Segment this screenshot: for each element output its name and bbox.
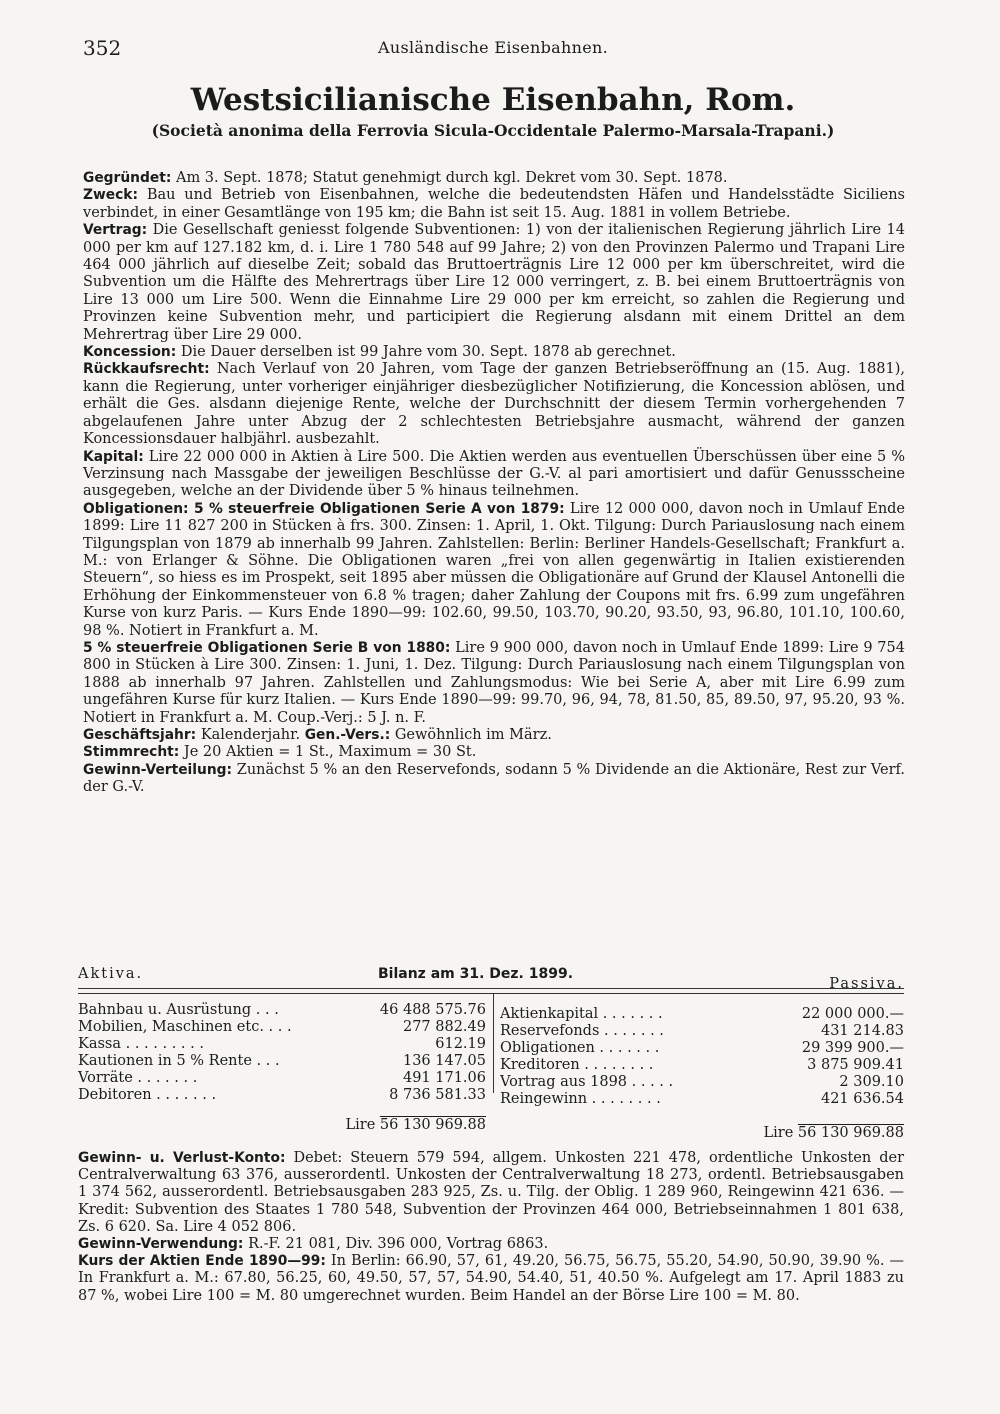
row-label: Kassa . . . . . . . . . — [78, 1036, 204, 1052]
row-label: Vortrag aus 1898 . . . . . — [500, 1074, 674, 1090]
aktiva-row — [78, 1070, 486, 1087]
section-text: Nach Verlauf von 20 Jahren, vom Tage der ganzen Betriebseröffnung an (15. Aug. 1881), kann die Regierung, unter vorheriger einjähriger diesbezüglicher Notifizierung, die Koncession ablösen, und erhält die Ges. alsdann diejenige Rente, welche der Durchschnitt der diesem Termin vorhergehenden 7 abgelaufenen Jahre unter Abzug der 2 schlechtesten Betriebsjahre ausmacht, während der ganzen Koncessionsdauer halbjährl. ausbezahlt. — [83, 361, 906, 448]
section-text: Die Gesellschaft geniesst folgende Subventionen: 1) von der italienischen Regierung jährlich Lire 14 000 per km auf 127.182 km, d. i. Lire 1 780 548 auf 99 Jahre; 2) von den Provinzen Palermo und Trapani Lire 464 000 jährlich auf dieselbe Zeit; sobald das Bruttoerträgnis Lire 12 000 per km überschreitet, wird die Subvention um die Hälfte des Mehrertrags über Lire 12 000 verringert, z. B. bei einem Bruttoerträgnis von Lire 13 000 um Lire 500. Wenn die Einnahme Lire 29 000 per km erreicht, so zahlen die Regierung und Provinzen keine Subvention mehr, und participiert die Regierung alsdann mit einem Drittel an dem Mehrertrag über Lire 29 000. — [83, 222, 905, 343]
row-label: Aktienkapital . . . . . . . — [500, 1006, 663, 1022]
row-value: 136 147.05 — [402, 1053, 486, 1069]
company-details — [83, 170, 905, 797]
section-text: Gewöhnlich im März. — [394, 727, 552, 743]
total-value: 56 130 969.88 — [379, 1117, 486, 1133]
row-value: 3 875 909.41 — [807, 1057, 904, 1073]
section-label: Geschäftsjahr: — [83, 727, 197, 743]
page-number: 352 — [83, 36, 122, 60]
row-label: Reingewinn . . . . . . . . — [500, 1091, 661, 1107]
section-label: 5 % steuerfreie Obligationen Serie B von 1880: — [83, 639, 451, 656]
section-gv-konto — [78, 1150, 904, 1236]
passiva-row — [500, 1023, 904, 1040]
section-kapital — [83, 449, 905, 501]
row-label: Vorräte . . . . . . . — [78, 1070, 198, 1086]
section-text: Am 3. Sept. 1878; Statut genehmigt durch kgl. Dekret vom 30. Sept. 1878. — [175, 170, 728, 186]
row-label: Obligationen . . . . . . . — [500, 1040, 660, 1056]
passiva-row — [500, 1057, 904, 1074]
section-text: Bau und Betrieb von Eisenbahnen, welche die bedeutendsten Häfen und Handelsstädte Siciliens verbindet, in einer Gesamtlänge von 195 km; die Bahn ist seit 15. Aug. 1881 in vollem Betriebe. — [83, 187, 905, 221]
passiva-row — [500, 1074, 904, 1091]
section-label: Gen.-Vers.: — [304, 727, 391, 743]
page-header — [83, 36, 903, 62]
row-value: 2 309.10 — [839, 1074, 904, 1090]
section-label: Zweck: — [83, 187, 138, 204]
row-value: 46 488 575.76 — [379, 1002, 486, 1018]
section-gewinn-verwendung — [78, 1236, 904, 1253]
aktiva-row — [78, 1019, 486, 1036]
section-text: R.-F. 21 081, Div. 396 000, Vortrag 6863. — [248, 1236, 549, 1253]
passiva-header: Passiva. — [829, 976, 904, 992]
section-gewinn-verteilung — [83, 762, 905, 797]
row-value: 8 736 581.33 — [389, 1087, 486, 1103]
section-kurs-aktien — [78, 1253, 904, 1305]
document-subtitle: (Società anonima della Ferrovia Sicula-Occidentale Palermo-Marsala-Trapani.) — [151, 121, 835, 140]
passiva-row — [500, 1091, 904, 1108]
section-label: Gewinn-Verteilung: — [83, 761, 233, 778]
row-value: 421 636.54 — [820, 1091, 904, 1107]
section-zweck — [83, 187, 905, 222]
row-value: 612.19 — [435, 1036, 486, 1052]
section-konzession — [83, 344, 905, 361]
section-text: Lire 22 000 000 in Aktien à Lire 500. Die Aktien werden aus eventuellen Überschüssen über eine 5 % Verzinsung nach Massgabe der jeweiligen Beschlüsse der G.-V. al pari amortisiert und dafür Genussscheine ausgegeben, welche an der Dividende über 5 % hinaus teilnehmen. — [83, 448, 906, 500]
row-label: Bahnbau u. Ausrüstung . . . — [78, 1002, 279, 1018]
section-stimmrecht — [83, 744, 905, 761]
section-label: Kapital: — [83, 448, 144, 465]
running-title: Ausländische Eisenbahnen. — [378, 38, 608, 57]
balance-sheet — [78, 962, 904, 1148]
balance-header — [78, 962, 904, 992]
aktiva-row — [78, 1053, 486, 1070]
row-label: Reservefonds . . . . . . . — [500, 1023, 664, 1039]
section-label: Stimmrecht: — [83, 744, 180, 761]
section-text: Je 20 Aktien = 1 St., Maximum = 30 St. — [183, 744, 477, 761]
row-value: 277 882.49 — [402, 1019, 486, 1035]
aktiva-row — [78, 1002, 486, 1019]
aktiva-header: Aktiva. — [78, 966, 144, 982]
row-value: 491 171.06 — [402, 1070, 486, 1086]
section-text: Kalenderjahr. — [200, 727, 301, 743]
aktiva-total — [346, 1116, 486, 1134]
section-text: Debet: Steuern 579 594, allgem. Unkosten 221 478, ordentliche Unkosten der Centralverwaltung 63 376, ausserordentl. Unkosten der Centralverwaltung 18 273, ordentl. Betriebsausgaben 1 374 562, ausserordentl. Betriebsausgaben 283 925, Zs. u. Tilg. der Oblig. 1 289 960, Reingewinn 421 636. — Kredit: Subvention des Staates 1 780 548, Subvention der Provinzen 464 000, Betriebseinnahmen 1 801 638, Zs. 6 620. Sa. Lire 4 052 806. — [78, 1150, 904, 1235]
row-value: 29 399 900.— — [801, 1040, 904, 1056]
section-obligationen — [83, 501, 905, 640]
section-gegruendet — [83, 170, 905, 187]
section-label: Vertrag: — [83, 222, 148, 239]
section-text: Lire 9 900 000, davon noch in Umlauf Ende 1899: Lire 9 754 800 in Stücken à Lire 300. Zinsen: 1. Juni, 1. Dez. Tilgung: Durch Pariauslosung nach einem Tilgungsplan von 1888 ab innerhalb 97 Jahren. Zahlstellen und Zahlungsmodus: Wie bei Serie A, aber mit Lire 6.99 zum ungefähren Kurse für kurz Italien. — Kurs Ende 1890—99: 99.70, 96, 94, 78, 81.50, 85, 89.50, 97, 95.20, 93 %. Notiert in Frankfurt a. M. Coup.-Verj.: 5 J. n. F. — [83, 639, 905, 726]
section-label: Gewinn-Verwendung: — [78, 1236, 244, 1253]
document-title: Westsicilianische Eisenbahn, Rom. — [190, 82, 796, 118]
aktiva-row — [78, 1036, 486, 1053]
row-label: Kautionen in 5 % Rente . . . — [78, 1053, 280, 1069]
section-vertrag — [83, 222, 905, 344]
section-text: Lire 12 000 000, davon noch in Umlauf Ende 1899: Lire 11 827 200 in Stücken à frs. 300. Zinsen: 1. April, 1. Okt. Tilgung: Durch Pariauslosung nach einem Tilgungsplan von 1879 ab innerhalb 99 Jahren. Zahlstellen: Berlin: Berliner Handels-Gesellschaft; Frankfurt a. M.: von Erlanger & Söhne. Die Obligationen waren „frei von allen gegenwärtig in Italien existierenden Steuern“, so hiess es im Prospekt, seit 1895 aber müssen die Obligationäre auf Grund der Klausel Antonelli die Erhöhung der Einkommensteuer von 6.8 % tragen; daher Zahlung der Coupons mit frs. 6.99 zum ungefähren Kurse von kurz Paris. — Kurs Ende 1890—99: 102.60, 99.50, 103.70, 90.20, 93.50, 93, 96.80, 101.10, 100.60, 98 %. Notiert in Frankfurt a. M. — [83, 500, 906, 639]
row-label: Debitoren . . . . . . . — [78, 1087, 217, 1103]
section-label: Gewinn- u. Verlust-Konto: — [78, 1150, 286, 1166]
row-label: Mobilien, Maschinen etc. . . . — [78, 1019, 292, 1035]
row-value: 431 214.83 — [820, 1023, 904, 1039]
section-text: Zunächst 5 % an den Reservefonds, sodann 5 % Dividende an die Aktionäre, Rest zur Verf. der G.-V. — [83, 761, 905, 796]
aktiva-row — [78, 1087, 486, 1104]
section-label: Koncession: — [83, 344, 177, 361]
total-label: Lire — [345, 1117, 376, 1133]
balance-title: Bilanz am 31. Dez. 1899. — [378, 966, 574, 982]
section-label: Obligationen: 5 % steuerfreie Obligationen Serie A von 1879: — [83, 500, 565, 517]
section-serie-b — [83, 640, 905, 727]
section-text: Die Dauer derselben ist 99 Jahre vom 30. Sept. 1878 ab gerechnet. — [180, 344, 676, 361]
passiva-row — [500, 1006, 904, 1023]
section-rueckkauf — [83, 361, 905, 448]
results-section — [78, 1150, 904, 1305]
passiva-row — [500, 1040, 904, 1057]
total-label: Lire — [763, 1125, 794, 1141]
row-label: Kreditoren . . . . . . . . — [500, 1057, 654, 1073]
section-label: Gegründet: — [83, 170, 172, 186]
row-value: 22 000 000.— — [801, 1006, 904, 1022]
total-value: 56 130 969.88 — [797, 1125, 904, 1141]
section-text: In Berlin: 66.90, 57, 61, 49.20, 56.75, 56.75, 55.20, 54.90, 50.90, 39.90 %. — In Frankfurt a. M.: 67.80, 56.25, 60, 49.50, 57, 57, 54.90, 54.40, 51, 40.50 %. Aufgelegt am 17. April 1883 zu 87 %, wobei Lire 100 = M. 80 umgerechnet wurden. Beim Handel an der Börse Lire 100 = M. 80. — [78, 1253, 905, 1304]
column-divider — [493, 993, 494, 1093]
divider — [78, 993, 904, 994]
section-label: Rückkaufsrecht: — [83, 361, 210, 378]
passiva-total — [764, 1124, 904, 1142]
section-geschaeftsjahr — [83, 727, 905, 744]
section-label: Kurs der Aktien Ende 1890—99: — [78, 1253, 326, 1270]
